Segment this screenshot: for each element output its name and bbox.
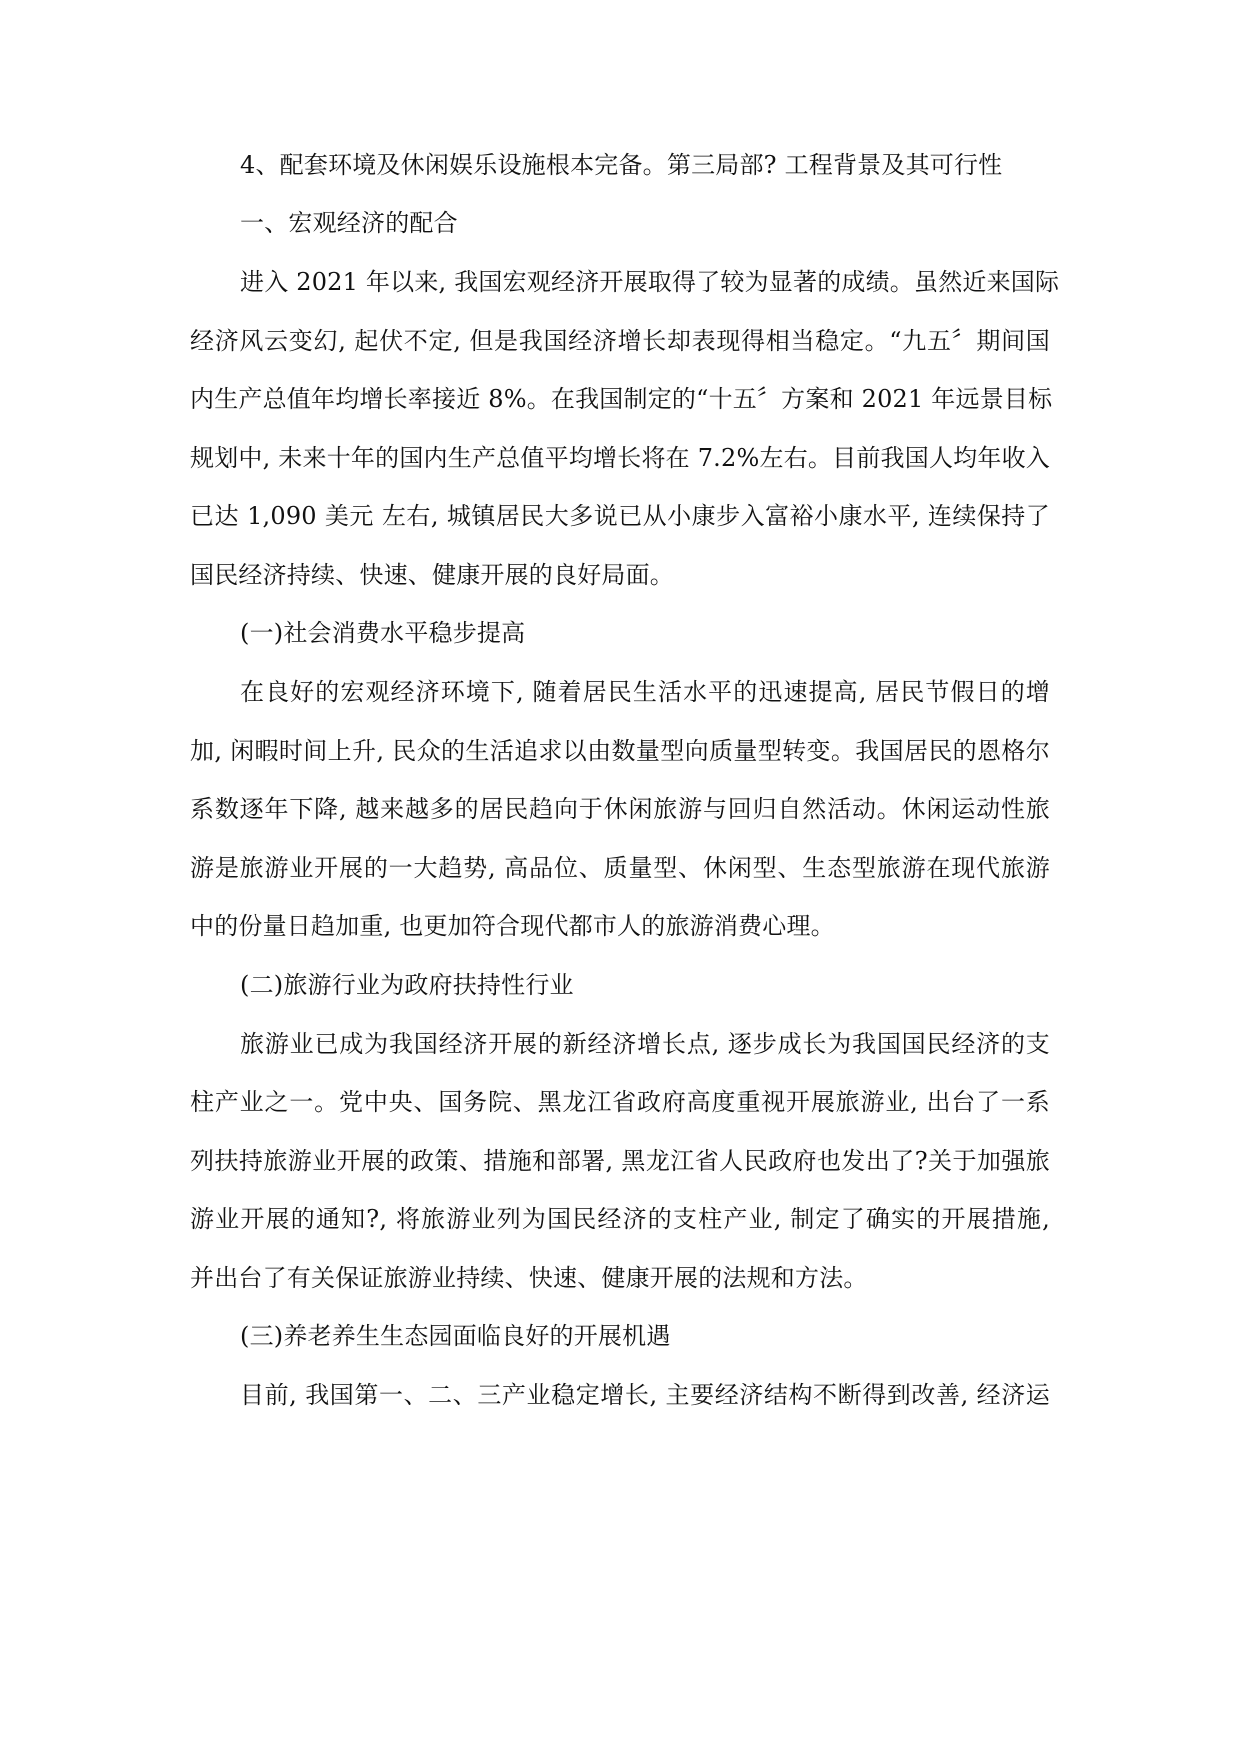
text-line: 列扶持旅游业开展的政策、措施和部署, 黑龙江省人民政府也发出了?关于加强旅 [190,1147,1050,1175]
text-line: 规划中, 未来十年的国内生产总值平均增长将在 7.2%左右。目前我国人均年收入 [190,444,1050,472]
text-line: 并出台了有关保证旅游业持续、快速、健康开展的法规和方法。 [190,1264,868,1292]
text-line: 系数逐年下降, 越来越多的居民趋向于休闲旅游与回归自然活动。休闲运动性旅 [190,795,1050,823]
text-line: 进入 2021 年以来, 我国宏观经济开展取得了较为显著的成绩。虽然近来国际 [240,268,1060,296]
subsection-heading: (三)养老养生生态园面临良好的开展机遇 [240,1322,671,1350]
text-line: 柱产业之一。党中央、国务院、黑龙江省政府高度重视开展旅游业, 出台了一系 [190,1088,1050,1116]
text-line: 国民经济持续、快速、健康开展的良好局面。 [190,561,674,589]
section-heading: 一、宏观经济的配合 [240,209,458,237]
text-line: 游是旅游业开展的一大趋势, 高品位、质量型、休闲型、生态型旅游在现代旅游 [190,854,1050,882]
text-line: 已达 1,090 美元 左右, 城镇居民大多说已从小康步入富裕小康水平, 连续保持了 [190,502,1050,530]
subsection-heading: (二)旅游行业为政府扶持性行业 [240,971,574,999]
text-line: 中的份量日趋加重, 也更加符合现代都市人的旅游消费心理。 [190,912,835,940]
text-line: 经济风云变幻, 起伏不定, 但是我国经济增长却表现得相当稳定。“九五〞期间国 [190,327,1050,355]
text-line: 在良好的宏观经济环境下, 随着居民生活水平的迅速提高, 居民节假日的增 [240,678,1050,706]
subsection-heading: (一)社会消费水平稳步提高 [240,619,526,647]
text-line: 加, 闲暇时间上升, 民众的生活追求以由数量型向质量型转变。我国居民的恩格尔 [190,737,1050,765]
text-line: 内生产总值年均增长率接近 8%。在我国制定的“十五〞方案和 2021 年远景目标 [190,385,1053,413]
text-line: 4、配套环境及休闲娱乐设施根本完备。第三局部? 工程背景及其可行性 [240,151,1003,179]
text-line: 目前, 我国第一、二、三产业稳定增长, 主要经济结构不断得到改善, 经济运 [240,1381,1050,1409]
text-line: 游业开展的通知?, 将旅游业列为国民经济的支柱产业, 制定了确实的开展措施, [190,1205,1050,1233]
text-line: 旅游业已成为我国经济开展的新经济增长点, 逐步成长为我国国民经济的支 [240,1030,1050,1058]
